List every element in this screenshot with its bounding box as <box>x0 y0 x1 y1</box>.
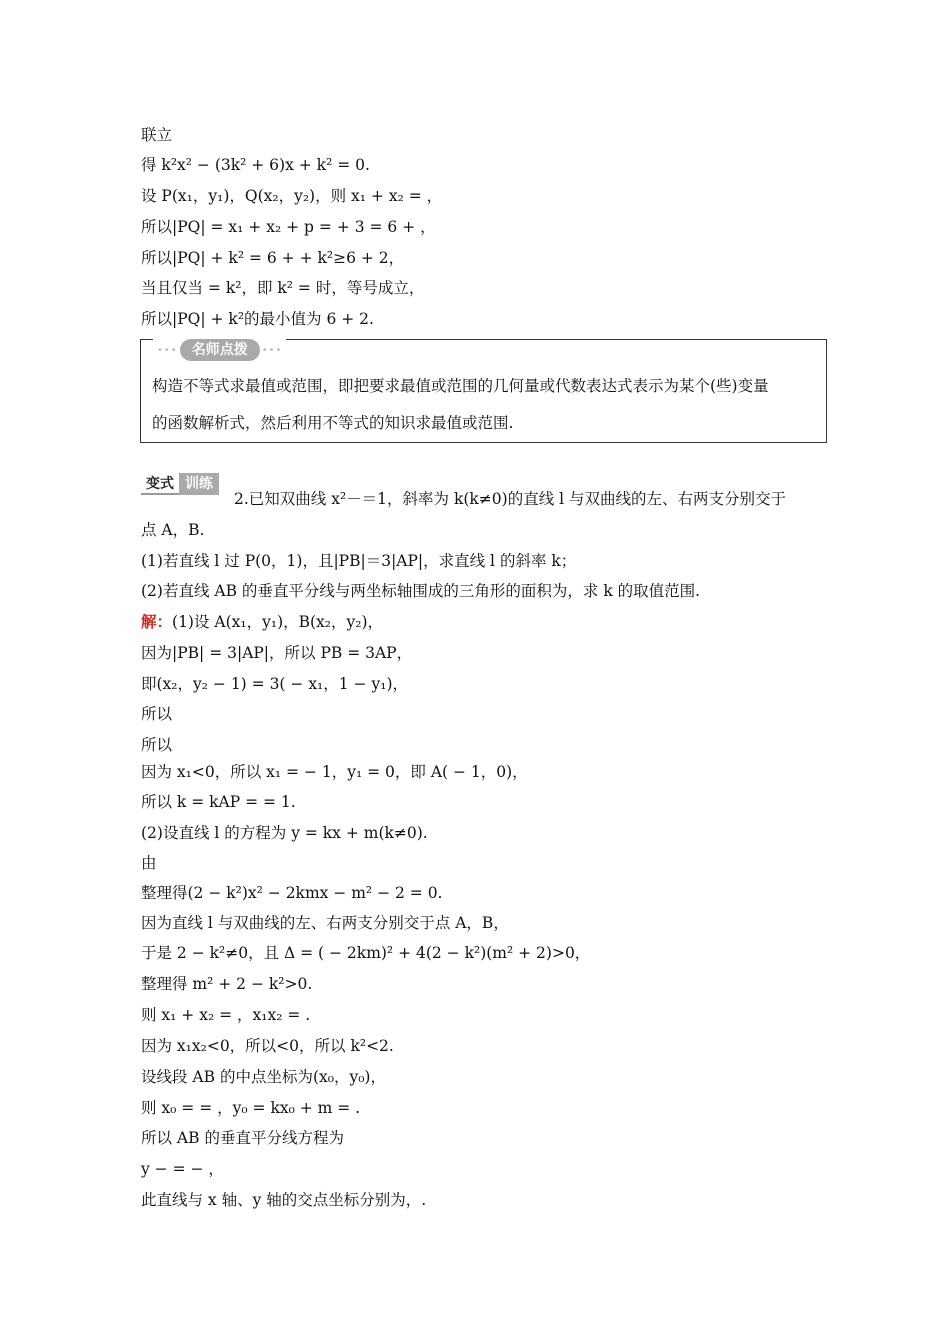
solution-line: 即(x₂，y₂ − 1) = 3( − x₁，1 − y₁)， <box>141 675 408 693</box>
solution-line: 则 x₀ = = ，y₀ = kx₀ + m = . <box>141 1099 361 1117</box>
solution-line: 设线段 AB 的中点坐标为(x₀，y₀)， <box>141 1068 386 1086</box>
text-line: 设 P(x₁，y₁)，Q(x₂，y₂)，则 x₁ + x₂ = ， <box>141 187 443 205</box>
solution-line: 所以 <box>141 736 173 754</box>
text-line: 当且仅当 = k²，即 k² = 时，等号成立， <box>141 279 425 297</box>
solution-line: 由 <box>141 854 157 872</box>
variant-training-tag <box>141 473 219 495</box>
problem-text: 2.已知双曲线 x²－＝1，斜率为 k(k≠0)的直线 l 与双曲线的左、右两支分别交于 <box>234 490 787 508</box>
solution-line: 则 x₁ + x₂ = ，x₁x₂ = . <box>141 1006 311 1024</box>
text-line: 所以|PQ| + k² = 6 + + k²≥6 + 2， <box>141 249 405 267</box>
solution-line: 所以 <box>141 705 173 723</box>
solution-first-line <box>141 612 383 632</box>
tip-box-line: 构造不等式求最值或范围，即把要求最值或范围的几何量或代数表达式表示为某个(些)变量 <box>152 377 769 395</box>
text-line: 联立 <box>141 126 173 144</box>
tip-box-line: 的函数解析式，然后利用不等式的知识求最值或范围. <box>152 414 514 432</box>
solution-first-text: (1)设 A(x₁，y₁)，B(x₂，y₂)， <box>172 613 384 631</box>
solution-line: 因为直线 l 与双曲线的左、右两支分别交于点 A，B， <box>141 914 509 932</box>
text-line: 所以|PQ| = x₁ + x₂ + p = + 3 = 6 + ， <box>141 218 436 236</box>
problem-text: 点 A，B. <box>141 521 205 539</box>
question-2: (2)若直线 AB 的垂直平分线与两坐标轴围成的三角形的面积为，求 k 的取值范围. <box>141 582 701 600</box>
solution-line: 于是 2 − k²≠0，且 Δ = ( − 2km)² + 4(2 − k²)(m² + 2)>0， <box>141 944 591 962</box>
tip-box <box>140 339 827 443</box>
solution-line: 此直线与 x 轴、y 轴的交点坐标分别为，. <box>141 1191 427 1209</box>
tip-box-tag <box>153 338 286 362</box>
variant-tag-label: 变式 <box>141 473 179 495</box>
solution-line: 因为 x₁x₂<0，所以<0，所以 k²<2. <box>141 1037 394 1055</box>
solution-label: 解： <box>141 612 173 631</box>
solution-line: 因为|PB| = 3|AP|，所以 PB = 3AP， <box>141 644 413 662</box>
solution-line: 整理得(2 − k²)x² − 2kmx − m² − 2 = 0. <box>141 884 443 902</box>
solution-line: 所以 k = kAP = = 1. <box>141 793 296 811</box>
tag-dots-right: ••• <box>261 344 283 356</box>
question-1: (1)若直线 l 过 P(0，1)，且|PB|＝3|AP|，求直线 l 的斜率 k； <box>141 552 577 570</box>
solution-line: 所以 AB 的垂直平分线方程为 <box>141 1129 344 1147</box>
solution-line: 整理得 m² + 2 − k²>0. <box>141 975 313 993</box>
solution-line: (2)设直线 l 的方程为 y = kx + m(k≠0). <box>141 824 428 842</box>
solution-line: 因为 x₁<0，所以 x₁ = − 1，y₁ = 0，即 A( − 1，0)， <box>141 763 528 781</box>
tip-box-tag-label: 名师点拨 <box>180 339 260 361</box>
text-line: 所以|PQ| + k²的最小值为 6 + 2. <box>141 310 374 328</box>
text-line: 得 k²x² − (3k² + 6)x + k² = 0. <box>141 156 370 174</box>
training-tag-label: 训练 <box>179 473 219 495</box>
solution-line: y − = − ， <box>141 1160 224 1178</box>
tag-dots-left: ••• <box>157 344 178 356</box>
